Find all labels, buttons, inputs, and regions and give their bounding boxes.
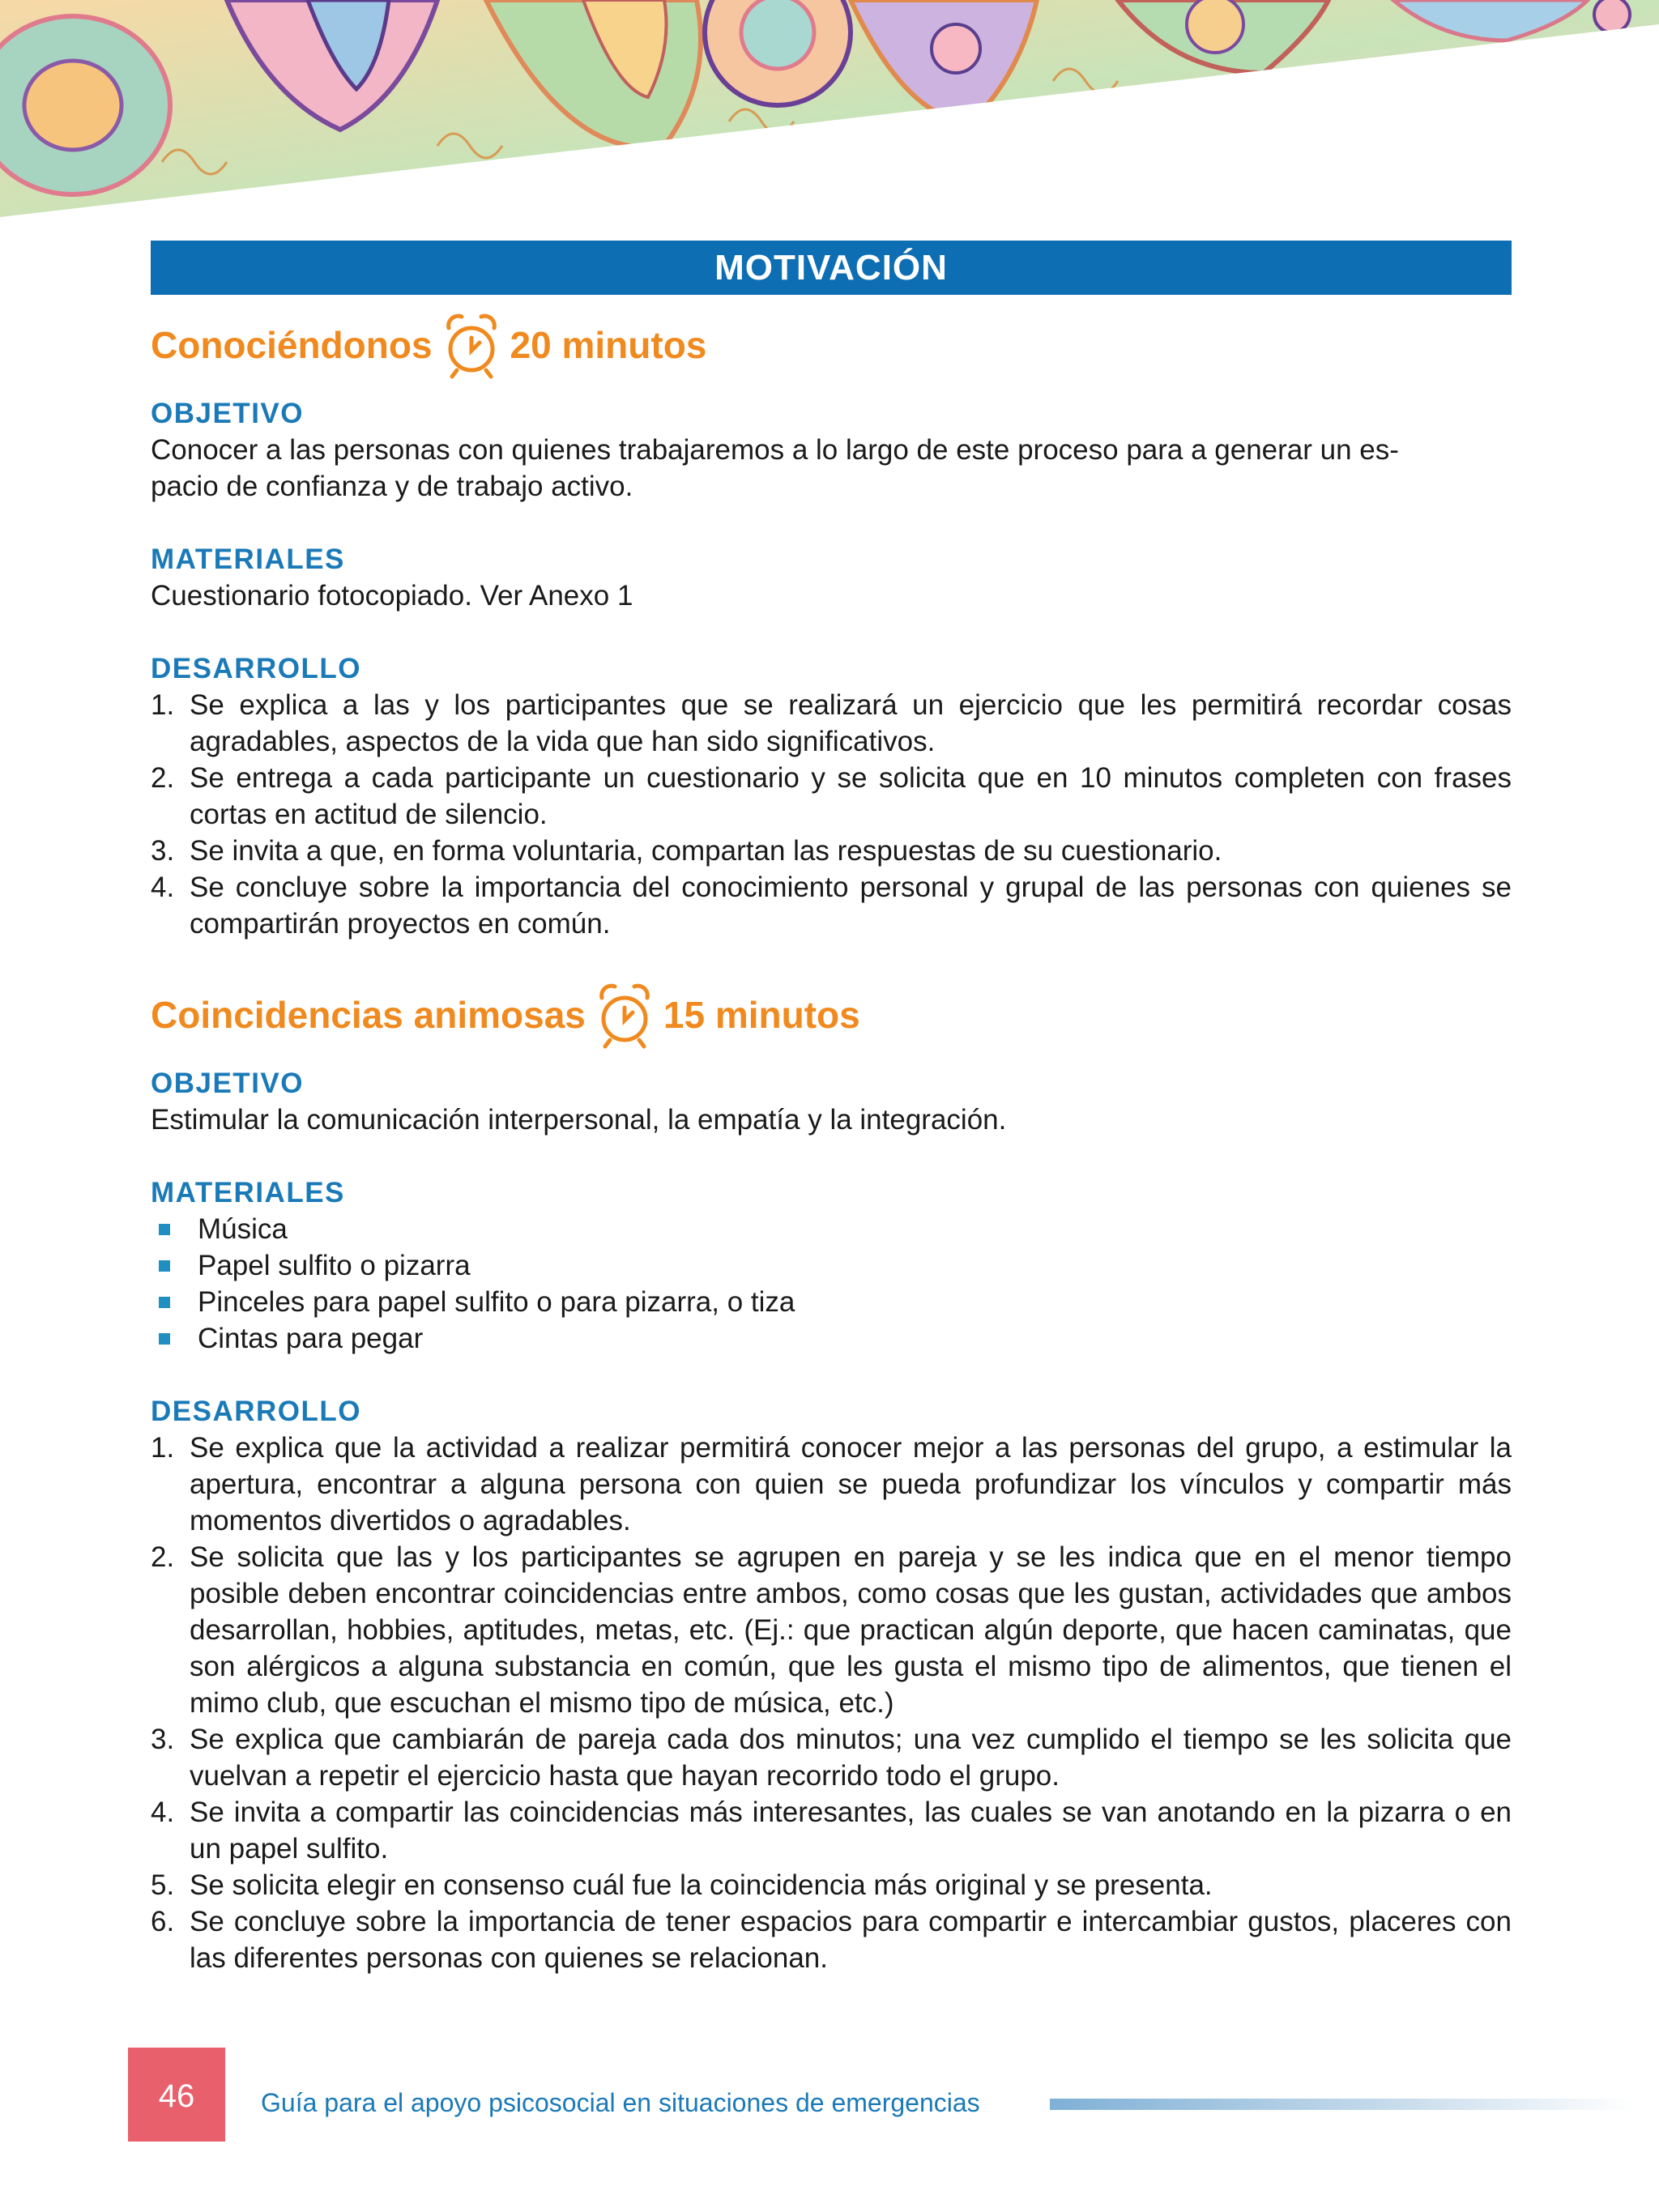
footer-title: Guía para el apoyo psicosocial en situaciones de emergencias bbox=[261, 2088, 980, 2117]
step-number: 4. bbox=[151, 1796, 175, 1828]
step-item bbox=[151, 833, 1512, 869]
step-number: 2. bbox=[151, 1541, 175, 1573]
step-number: 1. bbox=[151, 689, 175, 721]
alarm-clock-icon bbox=[595, 980, 654, 1050]
square-bullet-icon bbox=[159, 1333, 170, 1345]
step-item bbox=[151, 1903, 1512, 1976]
desarrollo-heading: DESARROLLO bbox=[151, 1396, 361, 1427]
list-item bbox=[151, 1284, 1512, 1320]
desarrollo-steps bbox=[151, 687, 1512, 942]
alarm-clock-icon bbox=[442, 310, 501, 380]
step-text: Se solicita que las y los participantes se agrupen en pareja y se les indica que en el menor tiempo posible deben encontrar coincidencias entre ambos, como cosas que les gustan, actividades que ambos desarrollan, hobbies, aptitudes, metas, etc. (Ej.: que practican algún deporte, que hacen caminatas, que son alérgicos a alguna substancia en común, que les gusta el mismo tipo de alimentos, que tienen el mimo club, que escuchan el mismo tipo de música, etc.) bbox=[190, 1541, 1512, 1719]
material-label: Pinceles para papel sulfito o para pizarra, o tiza bbox=[198, 1286, 795, 1318]
materiales-list bbox=[151, 1211, 1512, 1357]
step-number: 3. bbox=[151, 1724, 175, 1755]
square-bullet-icon bbox=[159, 1260, 170, 1272]
square-bullet-icon bbox=[159, 1297, 170, 1308]
list-item bbox=[151, 1247, 1512, 1284]
material-label: Papel sulfito o pizarra bbox=[198, 1250, 471, 1281]
step-text: Se explica que la actividad a realizar permitirá conocer mejor a las personas del grupo, a estimular la apertura, encontrar a alguna persona con quien se pueda profundizar los vínculos y compartir más momentos divertidos o agradables. bbox=[190, 1432, 1512, 1536]
materiales-heading: MATERIALES bbox=[151, 1177, 345, 1208]
step-number: 1. bbox=[151, 1432, 175, 1464]
step-text: Se invita a compartir las coincidencias más interesantes, las cuales se van anotando en la pizarra o en un papel sulfito. bbox=[190, 1796, 1512, 1865]
page-number: 46 bbox=[158, 2078, 195, 2114]
activity-title-conociendonos bbox=[151, 305, 1512, 386]
materiales-text: Cuestionario fotocopiado. Ver Anexo 1 bbox=[151, 580, 633, 612]
step-item bbox=[151, 869, 1512, 942]
activity-duration: 20 minutos bbox=[510, 324, 707, 366]
objetivo-heading: OBJETIVO bbox=[151, 1068, 304, 1099]
activity-name: Conociéndonos bbox=[151, 324, 433, 366]
step-number: 6. bbox=[151, 1906, 175, 1937]
square-bullet-icon bbox=[159, 1224, 170, 1235]
step-number: 3. bbox=[151, 835, 175, 867]
step-item bbox=[151, 687, 1512, 760]
step-text: Se invita a que, en forma voluntaria, compartan las respuestas de su cuestionario. bbox=[190, 835, 1222, 867]
objetivo-heading: OBJETIVO bbox=[151, 398, 304, 429]
step-item bbox=[151, 1721, 1512, 1794]
step-text: Se explica a las y los participantes que se realizará un ejercicio que les permitirá recordar cosas agradables, aspectos de la vida que han sido significativos. bbox=[190, 689, 1512, 757]
step-item bbox=[151, 1430, 1512, 1539]
step-item bbox=[151, 1867, 1512, 1903]
step-item bbox=[151, 1794, 1512, 1867]
step-item bbox=[151, 1539, 1512, 1721]
step-text: Se solicita elegir en consenso cuál fue la coincidencia más original y se presenta. bbox=[190, 1869, 1213, 1901]
list-item bbox=[151, 1211, 1512, 1247]
decorative-mandala-banner bbox=[0, 0, 1659, 235]
page-content bbox=[151, 241, 1512, 1976]
step-text: Se concluye sobre la importancia del conocimiento personal y grupal de las personas con quienes se compartirán proyectos en común. bbox=[190, 872, 1512, 940]
activity-duration: 15 minutos bbox=[663, 994, 860, 1036]
objetivo-line: pacio de confianza y de trabajo activo. bbox=[151, 471, 633, 502]
activity-name: Coincidencias animosas bbox=[151, 994, 586, 1036]
step-number: 2. bbox=[151, 762, 175, 794]
step-text: Se concluye sobre la importancia de tener espacios para compartir e intercambiar gustos, placeres con las diferentes personas con quienes se relacionan. bbox=[190, 1906, 1512, 1974]
section-title-bar: MOTIVACIÓN bbox=[151, 241, 1512, 295]
footer-divider bbox=[1050, 2099, 1633, 2110]
step-item bbox=[151, 760, 1512, 833]
desarrollo-heading: DESARROLLO bbox=[151, 653, 361, 684]
objetivo-line: Conocer a las personas con quienes trabajaremos a lo largo de este proceso para a generar un es- bbox=[151, 434, 1399, 466]
step-text: Se entrega a cada participante un cuestionario y se solicita que en 10 minutos completen con frases cortas en actitud de silencio. bbox=[190, 762, 1512, 830]
step-text: Se explica que cambiarán de pareja cada dos minutos; una vez cumplido el tiempo se les solicita que vuelvan a repetir el ejercicio hasta que hayan recorrido todo el grupo. bbox=[190, 1724, 1512, 1792]
material-label: Música bbox=[198, 1213, 288, 1245]
objetivo-text: Estimular la comunicación interpersonal, la empatía y la integración. bbox=[151, 1104, 1007, 1136]
activity-title-coincidencias bbox=[151, 974, 1512, 1055]
step-number: 5. bbox=[151, 1869, 175, 1901]
list-item bbox=[151, 1320, 1512, 1357]
page-number-tab bbox=[128, 2048, 225, 2142]
step-number: 4. bbox=[151, 872, 175, 903]
material-label: Cintas para pegar bbox=[198, 1323, 424, 1354]
desarrollo-steps bbox=[151, 1430, 1512, 1976]
materiales-heading: MATERIALES bbox=[151, 543, 345, 575]
